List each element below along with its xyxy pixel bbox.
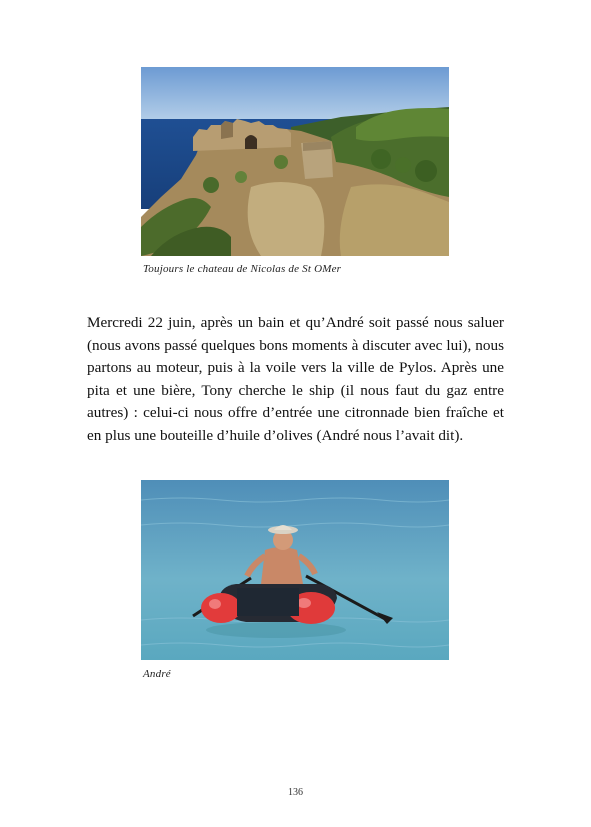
andre-photo-caption: André	[143, 668, 171, 680]
page-number: 136	[288, 787, 303, 798]
body-paragraph-block	[87, 312, 504, 447]
castle-photo-caption: Toujours le chateau de Nicolas de St OMer	[143, 263, 342, 275]
andre-photo	[141, 480, 449, 660]
body-paragraph: Mercredi 22 juin, après un bain et qu’André soit passé nous saluer (nous avons passé quelques bons moments à discuter avec lui), nous partons au moteur, puis à la voile vers la ville de Pylos. Après une pita et une bière, Tony cherche le ship (il nous faut du gaz entre autres) : celui-ci nous offre d’entrée une citronnade bien fraîche et en plus une bouteille d’huile d’olives (André nous l’avait dit).	[87, 314, 504, 444]
castle-photo	[141, 67, 449, 256]
